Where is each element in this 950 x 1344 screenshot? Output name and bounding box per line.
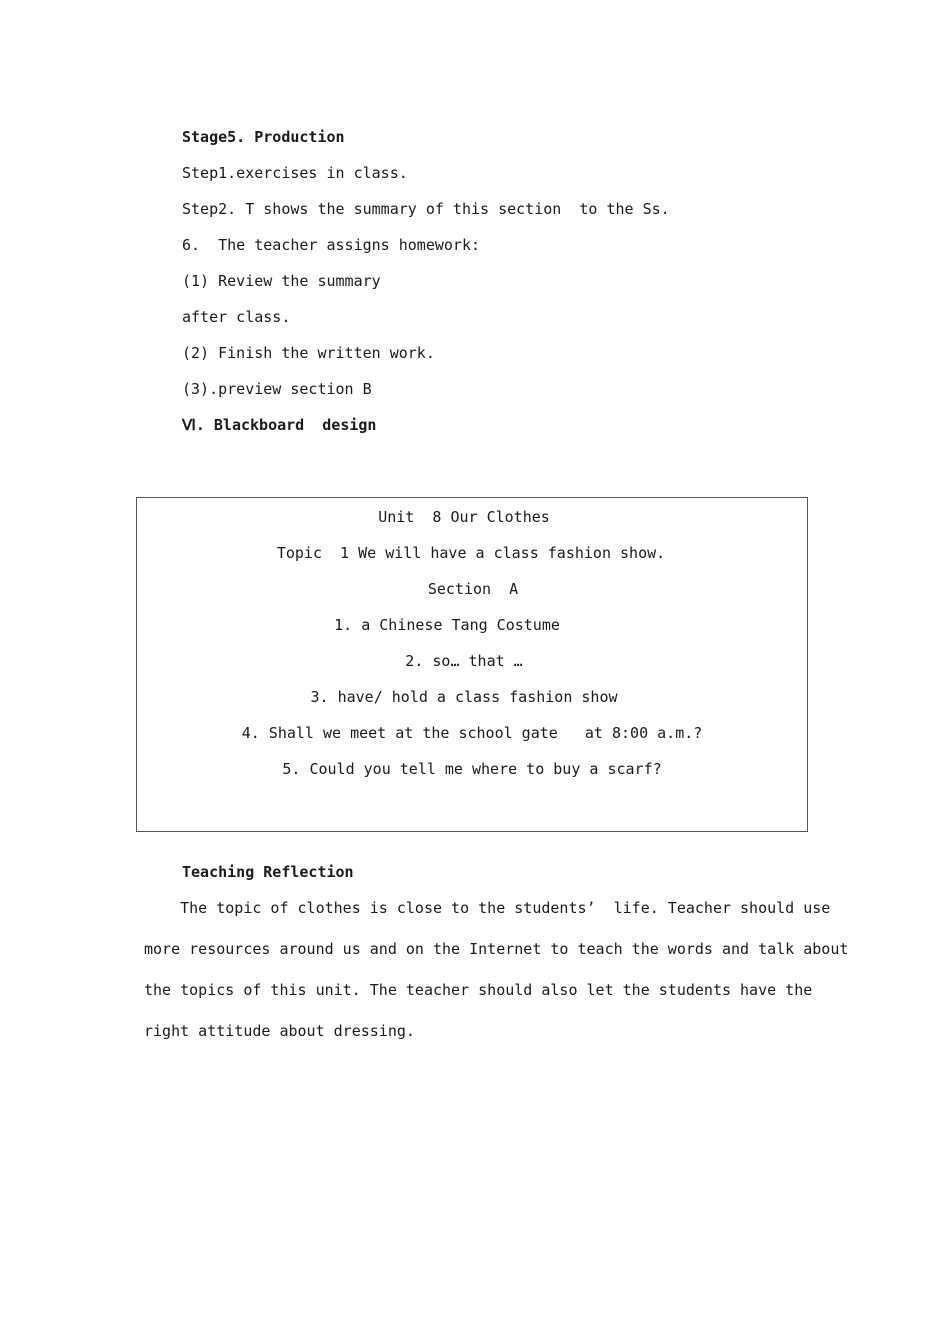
blackboard-item-5: 5. Could you tell me where to buy a scarf? (282, 760, 662, 778)
stage5-heading: Stage5. Production (182, 128, 345, 146)
homework-item-1a: (1) Review the summary (182, 272, 381, 290)
blackboard-item-4: 4. Shall we meet at the school gate at 8:00 a.m.? (241, 724, 703, 742)
homework-item-1b: after class. (182, 308, 291, 326)
reflection-line-4: right attitude about dressing. (144, 1022, 415, 1040)
homework-item-2: (2) Finish the written work. (182, 344, 435, 362)
blackboard-item-2: 2. so… that … (405, 652, 523, 670)
homework-intro: 6. The teacher assigns homework: (182, 236, 481, 254)
blackboard-design-heading: Ⅵ. Blackboard design (182, 416, 377, 434)
blackboard-item-1: 1. a Chinese Tang Costume (334, 616, 560, 634)
blackboard-item-3: 3. have/ hold a class fashion show (310, 688, 618, 706)
reflection-line-1: The topic of clothes is close to the students’ life. Teacher should use (144, 899, 831, 917)
step2-text: Step2. T shows the summary of this section to the Ss. (182, 200, 670, 218)
blackboard-topic: Topic 1 We will have a class fashion show. (276, 544, 666, 562)
blackboard-unit: Unit 8 Our Clothes (378, 508, 550, 526)
step1-text: Step1.exercises in class. (182, 164, 408, 182)
reflection-line-3: the topics of this unit. The teacher should also let the students have the (144, 981, 813, 999)
reflection-heading: Teaching Reflection (182, 863, 354, 881)
reflection-line-2: more resources around us and on the Internet to teach the words and talk about (144, 940, 849, 958)
blackboard-section: Section A (427, 580, 519, 598)
homework-item-3: (3).preview section B (182, 380, 372, 398)
